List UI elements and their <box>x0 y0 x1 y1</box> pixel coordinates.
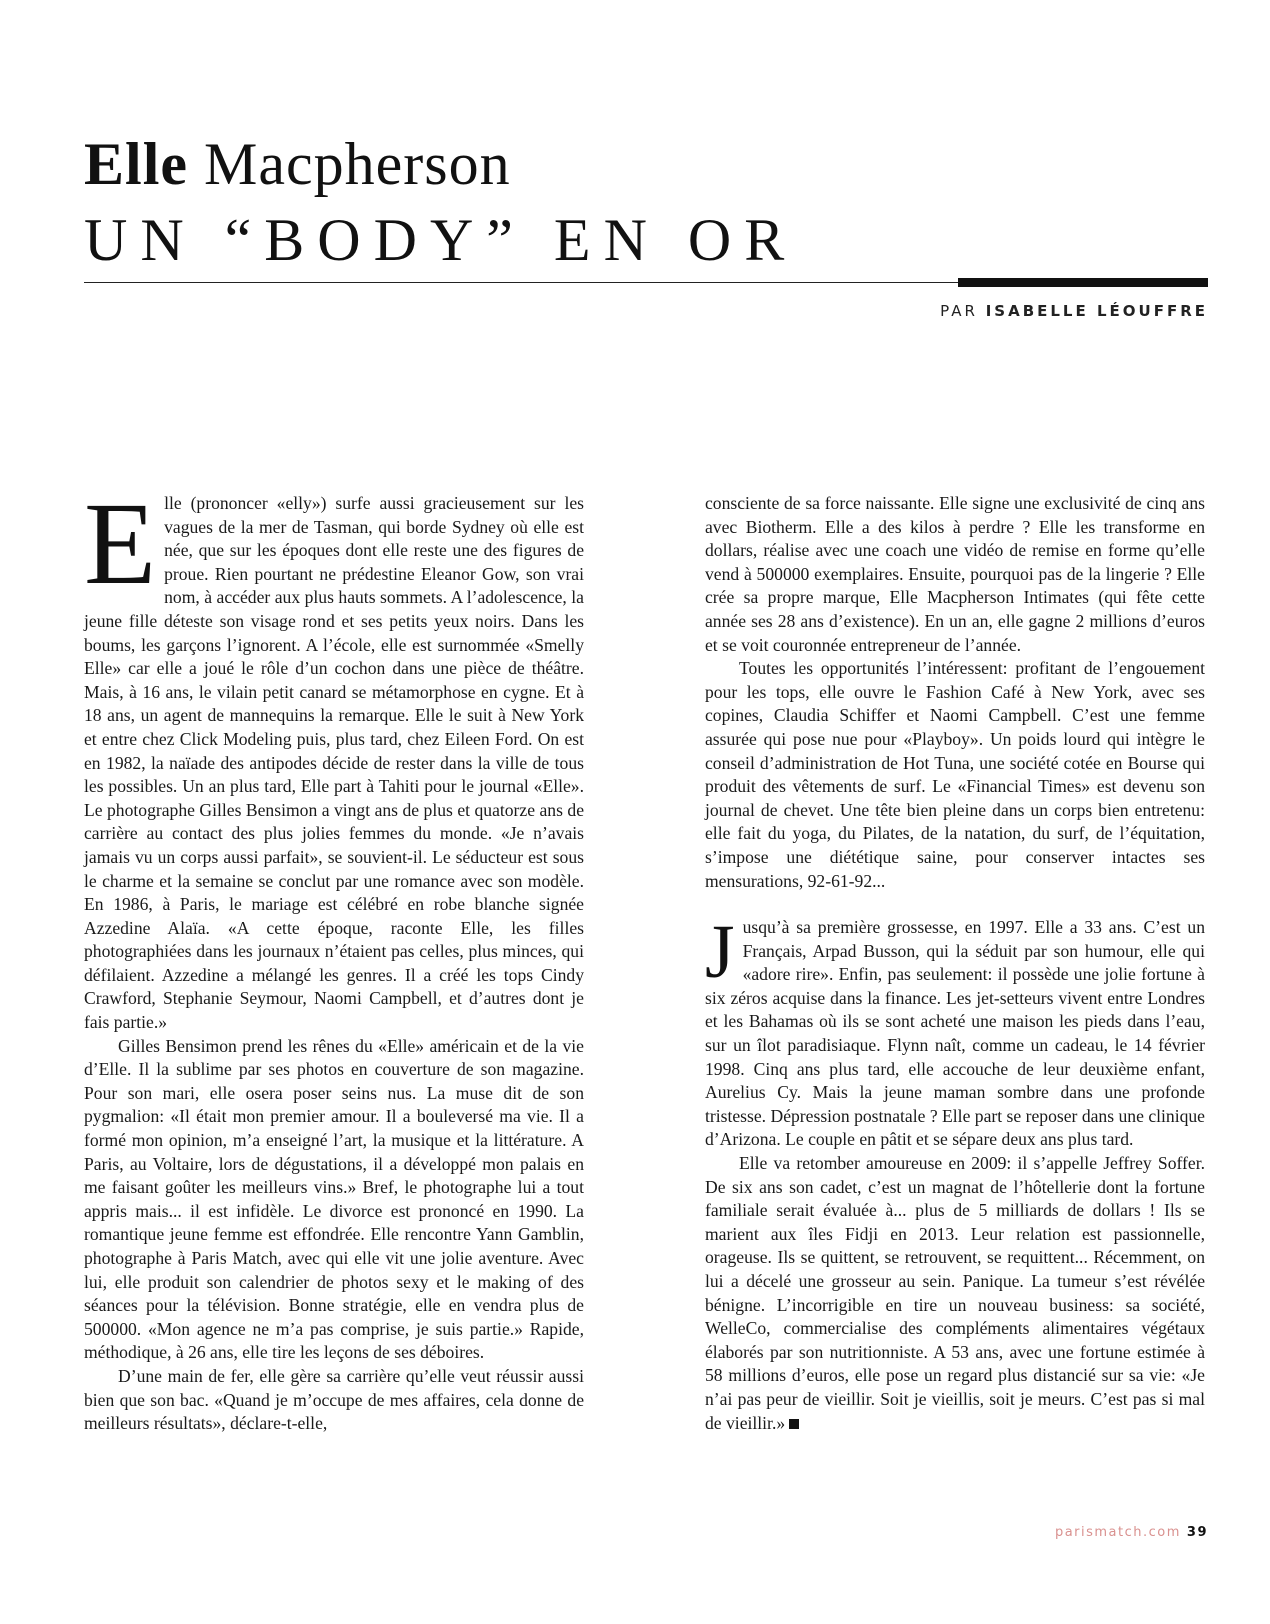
article-paragraph: Gilles Bensimon prend les rênes du «Elle» américain et de la vie d’Elle. Il la sublime par ses photos en couverture de son magazine. Pour son mari, elle osera poser seins nus. La muse dit de son pygmalion: «Il était mon premier amour. Il a bouleversé ma vie. Il a formé mon opinion, m’a enseigné l’art, la musique et la littérature. A Paris, au Voltaire, lors de dégustations, il a développé mon palais en me faisant goûter les meilleurs vins.» Bref, le photographe lui a tout appris mais... il est infidèle. Le divorce est prononcé en 1990. La romantique jeune femme est effondrée. Elle rencontre Yann Gamblin, photographe à Paris Match, avec qui elle vit une jolie aventure. Avec lui, elle produit son calendrier de photos sexy et le making of des séances pour la télévision. Bonne stratégie, elle en vendra plus de 500000. «Mon agence ne m’a pas comprise, je suis partie.» Rapide, méthodique, à 26 ans, elle tire les leçons de ses déboires. <box>84 1035 584 1363</box>
headline-subtitle: UN “BODY” EN OR <box>84 207 798 273</box>
headline <box>84 130 797 278</box>
paragraph-text: usqu’à sa première grossesse, en 1997. Elle a 33 ans. C’est un Français, Arpad Busson, qui la séduit par son humour, elle qui «adore rire». Enfin, pas seulement: il possède une jolie fortune à six zéros acquise dans la finance. Les jet-setteurs vivent entre Londres et les Bahamas où ils se sont acheté une maison les pieds dans l’eau, sur un îlot paradisiaque. Flynn naît, comme un cadeau, le 14 février 1998. Cinq ans plus tard, elle accouche de leur deuxième enfant, Aurelius Cy. Mais la jeune maman sombre dans une profonde tristesse. Dépression postnatale ? Elle part se reposer dans une clinique d’Arizona. Le couple en pâtit et se sépare deux ans plus tard. <box>705 917 1205 1150</box>
page-footer <box>1055 1525 1208 1540</box>
byline <box>940 302 1208 320</box>
article-paragraph-continued: consciente de sa force naissante. Elle signe une exclusivité de cinq ans avec Biotherm. Elle a des kilos à perdre ? Elle les transforme en dollars, réalise avec une coach une vidéo de remise en forme qu’elle vend à 500000 exemplaires. Ensuite, pourquoi pas de la lingerie ? Elle crée sa propre marque, Elle Macpherson Intimates (qui fête cette année ses 28 ans d’existence). En un an, elle gagne 2 millions d’euros et se voit couronnée entrepreneur de l’année. <box>705 493 1205 655</box>
drop-cap: J <box>705 910 735 995</box>
article-paragraph: Toutes les opportunités l’intéressent: profitant de l’engouement pour les tops, elle ouvre le Fashion Café à New York, avec ses copines, Claudia Schiffer et Naomi Campbell. C’est une femme assurée qui pose nue pour «Playboy». Un poids lourd qui intègre le conseil d’administration de Hot Tuna, une société cotée en Bourse qui produit des vêtements de surf. Le «Financial Times» est devenu son journal de chevet. Une tête bien pleine dans un corps bien entretenu: elle fait du yoga, du Pilates, de la natation, du surf, de l’équitation, s’impose une diététique saine, pour conserver intactes ses mensurations, 92-61-92... <box>705 658 1205 891</box>
paragraph-text: Elle va retomber amoureuse en 2009: il s’appelle Jeffrey Soffer. De six ans son cadet, c’est un magnat de l’hôtellerie dont la fortune familiale serait évaluée à... plus de 5 milliards de dollars ! Ils se marient aux îles Fidji en 2013. Leur relation est passionnelle, orageuse. Ils se quittent, se retrouvent, se requittent... Récemment, on lui a décelé une grosseur au sein. Panique. La tumeur s’est révélée bénigne. L’incorrigible en tire un nouveau business: sa société, WelleCo, commercialise des compléments alimentaires végétaux élaborés par son nutritionniste. A 53 ans, avec une fortune estimée à 58 millions d’euros, elle pose un regard plus distancié sur sa vie: «Je n’ai pas peur de vieillir. Soit je vieillis, soit je meurs. C’est pas si mal de vieillir.» <box>705 1153 1205 1433</box>
header-rule-accent <box>958 278 1208 287</box>
byline-author: ISABELLE LÉOUFFRE <box>985 302 1208 320</box>
article-paragraph: D’une main de fer, elle gère sa carrière qu’elle veut réussir aussi bien que son bac. «Quand je m’occupe de mes affaires, cela donne de meilleurs résultats», déclare-t-elle, <box>84 1365 584 1434</box>
drop-cap: E <box>84 478 157 609</box>
article-column-left <box>84 478 584 1436</box>
footer-site: parismatch.com <box>1054 1525 1181 1540</box>
article-column-right <box>705 492 1205 1435</box>
headline-first-name: Elle <box>84 131 188 197</box>
end-of-article-mark <box>789 1419 799 1429</box>
headline-name <box>84 130 797 198</box>
headline-last-name: Macpherson <box>188 131 511 197</box>
article-paragraph <box>705 910 1205 1152</box>
article-paragraph <box>705 1152 1205 1435</box>
paragraph-text: lle (prononcer «elly») surfe aussi gracieusement sur les vagues de la mer de Tasman, qui borde Sydney où elle est née, que sur les époques dont elle reste une des figures de proue. Rien pourtant ne prédestine Eleanor Gow, son vrai nom, à accéder aux plus hauts sommets. A l’adolescence, la jeune fille déteste son visage rond et ses petits yeux noirs. Dans les boums, les garçons l’ignorent. A l’école, elle est surnommée «Smelly Elle» car elle a joué le rôle d’un cochon dans une pièce de théâtre. Mais, à 16 ans, le vilain petit canard se métamorphose en cygne. Et à 18 ans, un agent de mannequins la remarque. Elle le suit à New York et entre chez Click Modeling puis, plus tard, chez Eileen Ford. On est en 1982, la naïade des antipodes décide de rester dans la ville de tous les possibles. Un an plus tard, Elle part à Tahiti pour le journal «Elle». Le photographe Gilles Bensimon a vingt ans de plus et quatorze ans de carrière au contact des plus jolies femmes du monde. «Je n’avais jamais vu un corps aussi parfait», se souvient-il. Le séducteur est sous le charme et la semaine se conclut par une romance avec son modèle. En 1986, à Paris, le mariage est célébré en robe blanche signée Azzedine Alaïa. «A cette époque, raconte Elle, les filles photographiées dans les journaux n’étaient pas celles, plus minces, qui défilaient. Azzedine a mélangé les genres. Il a créé les tops Cindy Crawford, Stephanie Seymour, Naomi Campbell, et d’autres dont je fais partie.» <box>84 493 584 1033</box>
page-number: 39 <box>1186 1525 1208 1540</box>
byline-prefix: PAR <box>940 302 986 320</box>
article-paragraph <box>84 478 584 1035</box>
